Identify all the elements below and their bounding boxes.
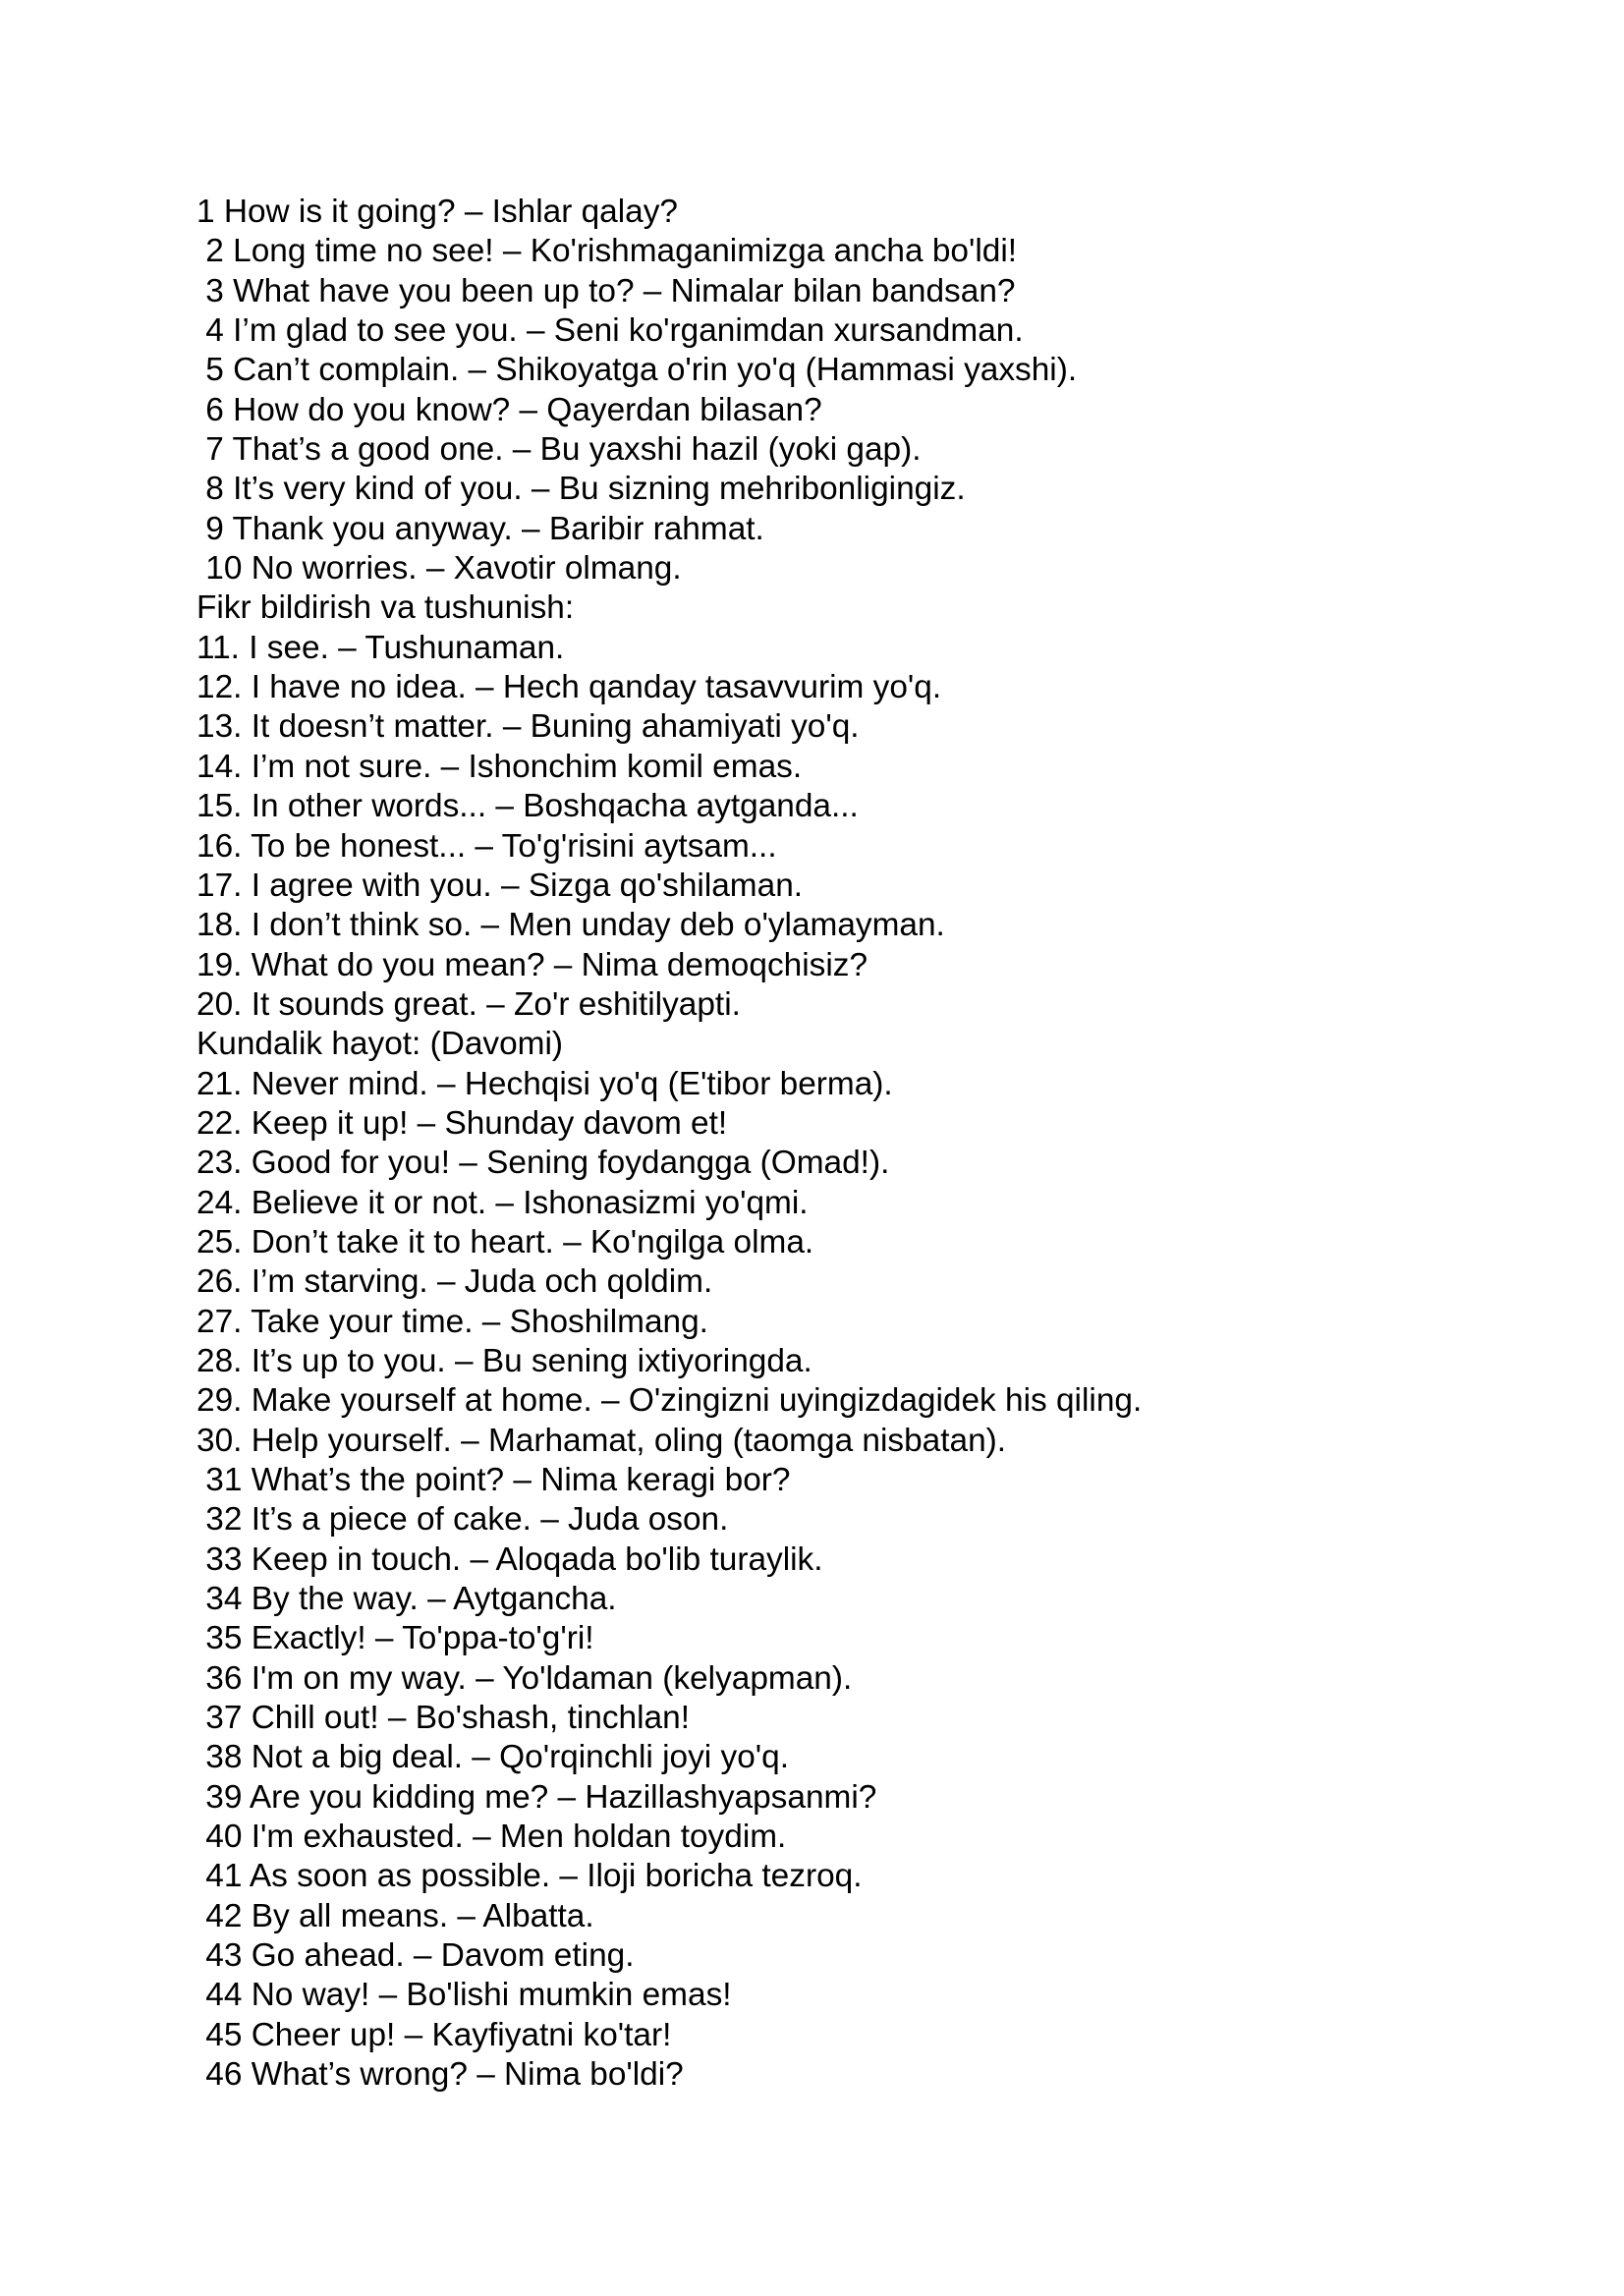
phrase-line: 12. I have no idea. – Hech qanday tasavvurim yo'q. [196, 669, 942, 706]
phrase-line: 19. What do you mean? – Nima demoqchisiz? [196, 946, 868, 983]
phrase-line: 1 How is it going? – Ishlar qalay? [196, 194, 679, 230]
phrase-line: 11. I see. – Tushunaman. [196, 629, 565, 666]
phrase-line: 14. I’m not sure. – Ishonchim komil emas. [196, 748, 803, 785]
phrase-line: 23. Good for you! – Sening foydangga (Omad!). [196, 1145, 890, 1182]
phrase-line: 9 Thank you anyway. – Baribir rahmat. [196, 510, 764, 547]
phrase-line: 35 Exactly! – To'ppa-to'g'ri! [196, 1620, 594, 1657]
phrase-line: 7 That’s a good one. – Bu yaxshi hazil (yoki gap). [196, 431, 922, 469]
section-heading: Kundalik hayot: (Davomi) [196, 1026, 564, 1063]
phrase-line: 13. It doesn’t matter. – Buning ahamiyati yo'q. [196, 708, 860, 746]
phrase-line: 8 It’s very kind of you. – Bu sizning mehribonligingiz. [196, 471, 966, 508]
phrase-line: 6 How do you know? – Qayerdan bilasan? [196, 391, 822, 428]
phrase-line: 36 I'm on my way. – Yo'ldaman (kelyapman). [196, 1659, 853, 1697]
phrase-line: 2 Long time no see! – Ko'rishmaganimizga ancha bo'ldi! [196, 233, 1018, 270]
phrase-line: 41 As soon as possible. – Iloji boricha tezroq. [196, 1858, 863, 1895]
phrase-line: 3 What have you been up to? – Nimalar bilan bandsan? [196, 272, 1016, 309]
phrase-line: 31 What’s the point? – Nima keragi bor? [196, 1462, 791, 1498]
phrase-line: 45 Cheer up! – Kayfiyatni ko'tar! [196, 2016, 672, 2053]
phrase-line: 15. In other words... – Boshqacha aytganda... [196, 788, 859, 825]
phrase-line: 10 No worries. – Xavotir olmang. [196, 550, 682, 588]
phrase-line: 33 Keep in touch. – Aloqada bo'lib turaylik. [196, 1540, 823, 1578]
section-heading: Fikr bildirish va tushunish: [196, 589, 575, 627]
phrase-line: 44 No way! – Bo'lishi mumkin emas! [196, 1977, 732, 2014]
phrase-line: 38 Not a big deal. – Qo'rqinchli joyi yo'q. [196, 1739, 789, 1776]
phrase-line: 28. It’s up to you. – Bu sening ixtiyoringda. [196, 1342, 812, 1379]
phrase-line: 46 What’s wrong? – Nima bo'ldi? [196, 2056, 684, 2094]
phrase-line: 42 By all means. – Albatta. [196, 1897, 594, 1934]
phrase-line: 4 I’m glad to see you. – Seni ko'rganimdan xursandman. [196, 312, 1024, 350]
phrase-line: 16. To be honest... – To'g'risini aytsam... [196, 827, 777, 865]
phrase-line: 22. Keep it up! – Shunday davom et! [196, 1104, 728, 1142]
phrase-line: 25. Don’t take it to heart. – Ko'ngilga olma. [196, 1223, 814, 1260]
phrase-line: 21. Never mind. – Hechqisi yo'q (E'tibor berma). [196, 1065, 893, 1102]
phrase-line: 40 I'm exhausted. – Men holdan toydim. [196, 1819, 787, 1856]
phrase-line: 30. Help yourself. – Marhamat, oling (taomga nisbatan). [196, 1422, 1007, 1459]
phrase-line: 27. Take your time. – Shoshilmang. [196, 1303, 708, 1340]
phrase-line: 24. Believe it or not. – Ishonasizmi yo'qmi. [196, 1184, 809, 1221]
phrase-line: 29. Make yourself at home. – O'zingizni uyingizdagidek his qiling. [196, 1382, 1143, 1420]
phrase-line: 17. I agree with you. – Sizga qo'shilaman. [196, 867, 804, 904]
phrase-line: 18. I don’t think so. – Men unday deb o'ylamayman. [196, 907, 945, 944]
phrase-line: 5 Can’t complain. – Shikoyatga o'rin yo'q (Hammasi yaxshi). [196, 352, 1078, 389]
phrase-line: 32 It’s a piece of cake. – Juda oson. [196, 1501, 729, 1539]
phrase-line: 34 By the way. – Aytgancha. [196, 1581, 617, 1618]
phrase-line: 26. I’m starving. – Juda och qoldim. [196, 1263, 713, 1301]
phrase-line: 39 Are you kidding me? – Hazillashyapsanmi? [196, 1778, 877, 1816]
phrase-line: 20. It sounds great. – Zo'r eshitilyapti. [196, 985, 741, 1023]
phrase-list [196, 193, 1142, 2096]
phrase-line: 43 Go ahead. – Davom eting. [196, 1937, 635, 1975]
phrase-line: 37 Chill out! – Bo'shash, tinchlan! [196, 1700, 690, 1737]
